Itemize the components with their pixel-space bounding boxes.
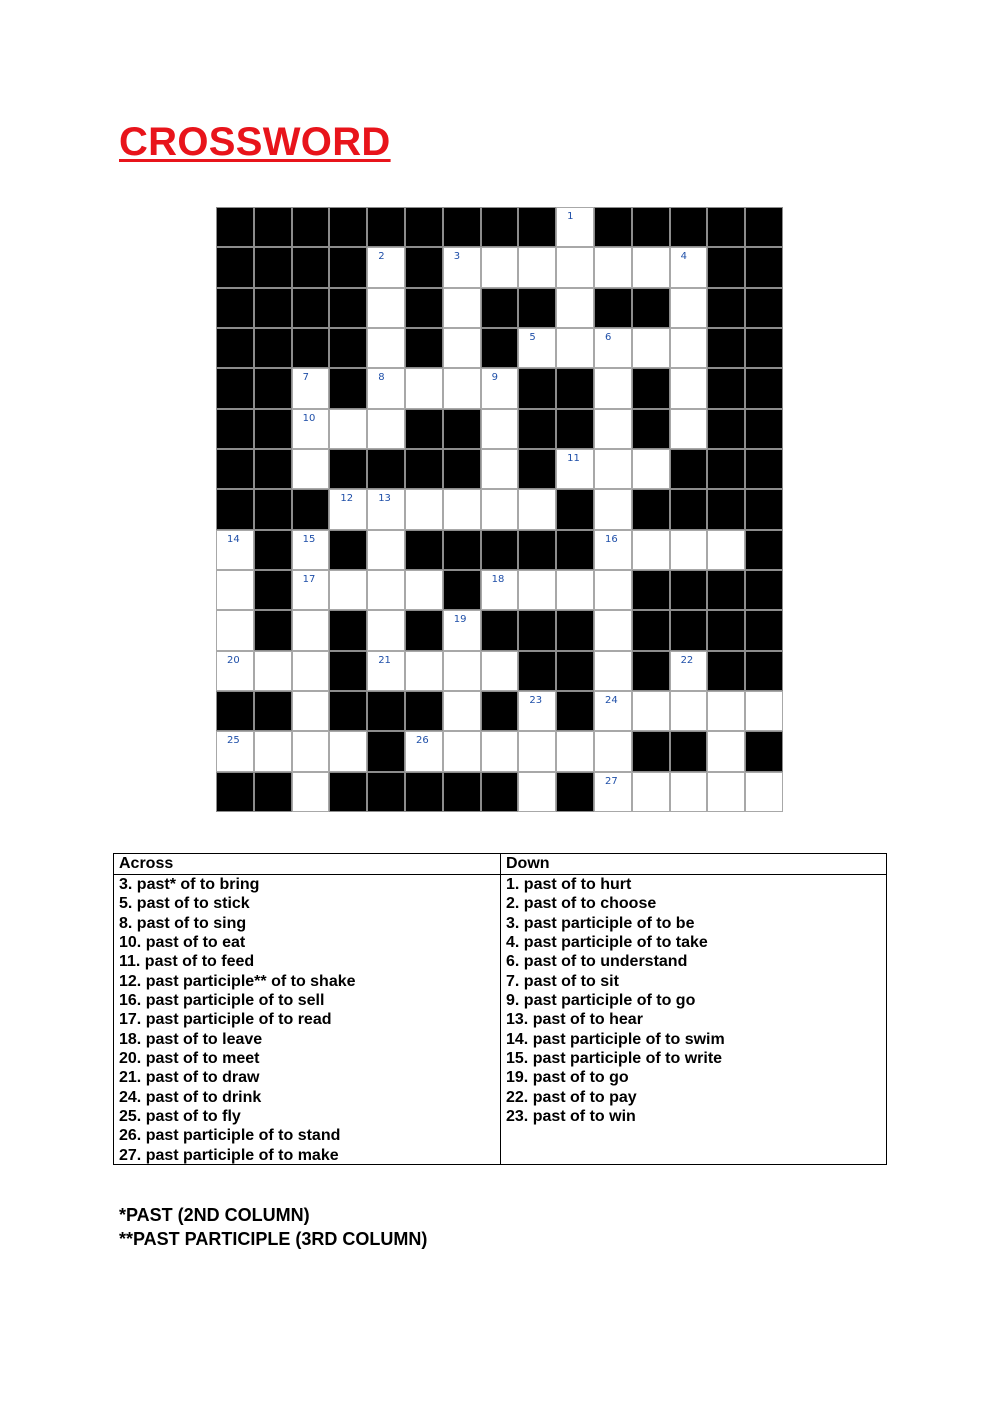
black-cell [556,530,594,570]
answer-cell[interactable] [670,247,708,287]
clues-table [113,853,887,1165]
black-cell [745,288,783,328]
black-cell [518,610,556,650]
black-cell [707,247,745,287]
black-cell [707,368,745,408]
answer-cell[interactable] [707,691,745,731]
clue-number: 27 [604,775,618,787]
black-cell [329,610,367,650]
answer-cell[interactable] [594,651,632,691]
answer-cell[interactable] [405,570,443,610]
answer-cell[interactable] [670,328,708,368]
answer-cell[interactable] [707,731,745,771]
black-cell [367,731,405,771]
black-cell [254,772,292,812]
across-clue: 24. past of to drink [119,1088,262,1106]
black-cell [745,489,783,529]
clue-number: 13 [378,493,391,505]
black-cell [254,328,292,368]
black-cell [632,207,670,247]
answer-cell[interactable] [443,489,481,529]
black-cell [518,288,556,328]
answer-cell[interactable] [745,691,783,731]
black-cell [556,691,594,731]
black-cell [707,288,745,328]
down-clue: 23. past of to win [506,1108,636,1126]
black-cell [405,247,443,287]
answer-cell[interactable] [443,368,481,408]
black-cell [443,570,481,610]
answer-cell[interactable] [556,288,594,328]
answer-cell[interactable] [594,691,632,731]
across-clue-list [114,875,500,1165]
across-clue: 21. past of to draw [119,1069,260,1087]
clue-number: 24 [604,694,618,706]
down-clue: 9. past participle of to go [506,992,696,1010]
answer-cell[interactable] [632,449,670,489]
answer-cell[interactable] [518,328,556,368]
black-cell [405,207,443,247]
black-cell [481,288,519,328]
clue-number: 26 [415,735,429,747]
black-cell [405,530,443,570]
black-cell [745,328,783,368]
black-cell [518,530,556,570]
answer-cell[interactable] [594,328,632,368]
black-cell [518,651,556,691]
black-cell [632,610,670,650]
answer-cell[interactable] [670,691,708,731]
black-cell [367,207,405,247]
clue-number: 5 [529,331,536,343]
down-column [500,854,886,1164]
black-cell [329,368,367,408]
black-cell [670,610,708,650]
down-clue: 4. past participle of to take [506,934,708,952]
black-cell [632,409,670,449]
black-cell [745,570,783,610]
answer-cell[interactable] [518,731,556,771]
answer-cell[interactable] [556,731,594,771]
clue-number: 14 [227,533,240,545]
answer-cell[interactable] [670,530,708,570]
answer-cell[interactable] [216,570,254,610]
answer-cell[interactable] [292,409,330,449]
crossword-grid [216,207,783,812]
answer-cell[interactable] [216,651,254,691]
black-cell [405,409,443,449]
black-cell [329,288,367,328]
answer-cell[interactable] [292,368,330,408]
answer-cell[interactable] [481,570,519,610]
black-cell [292,288,330,328]
answer-cell[interactable] [329,570,367,610]
black-cell [632,570,670,610]
answer-cell[interactable] [292,449,330,489]
answer-cell[interactable] [443,247,481,287]
answer-cell[interactable] [481,368,519,408]
black-cell [329,247,367,287]
black-cell [745,610,783,650]
page-title: CROSSWORD [119,120,391,164]
across-clue: 16. past participle of to sell [119,992,325,1010]
clue-number: 10 [302,412,316,424]
answer-cell[interactable] [481,731,519,771]
black-cell [443,409,481,449]
black-cell [481,328,519,368]
answer-cell[interactable] [367,651,405,691]
clue-number: 12 [340,493,354,505]
answer-cell[interactable] [670,288,708,328]
answer-cell[interactable] [707,772,745,812]
clue-number: 23 [529,694,543,706]
black-cell [707,328,745,368]
down-clue: 1. past of to hurt [506,876,632,893]
black-cell [292,489,330,529]
black-cell [254,449,292,489]
black-cell [367,691,405,731]
black-cell [707,570,745,610]
answer-cell[interactable] [594,570,632,610]
black-cell [329,651,367,691]
black-cell [518,409,556,449]
answer-cell[interactable] [292,570,330,610]
black-cell [367,449,405,489]
black-cell [594,207,632,247]
answer-cell[interactable] [292,610,330,650]
answer-cell[interactable] [254,651,292,691]
clue-number: 18 [491,573,505,585]
down-clue: 15. past participle of to write [506,1050,723,1068]
black-cell [367,772,405,812]
clue-number: 11 [567,452,580,464]
black-cell [329,772,367,812]
black-cell [216,691,254,731]
answer-cell[interactable] [745,772,783,812]
down-clue: 13. past of to hear [506,1011,643,1029]
black-cell [745,530,783,570]
black-cell [707,610,745,650]
answer-cell[interactable] [556,570,594,610]
clue-number: 21 [378,654,391,666]
across-clue: 12. past participle** of to shake [119,972,356,990]
answer-cell[interactable] [443,288,481,328]
clue-number: 15 [302,533,316,545]
answer-cell[interactable] [367,247,405,287]
black-cell [745,247,783,287]
answer-cell[interactable] [292,530,330,570]
black-cell [405,328,443,368]
answer-cell[interactable] [405,489,443,529]
black-cell [443,449,481,489]
black-cell [670,489,708,529]
answer-cell[interactable] [594,610,632,650]
black-cell [216,207,254,247]
black-cell [745,368,783,408]
answer-cell[interactable] [632,328,670,368]
black-cell [481,772,519,812]
answer-cell[interactable] [405,368,443,408]
black-cell [481,530,519,570]
black-cell [745,449,783,489]
black-cell [254,368,292,408]
answer-cell[interactable] [556,247,594,287]
clue-number: 25 [227,735,240,747]
answer-cell[interactable] [594,368,632,408]
answer-cell[interactable] [594,449,632,489]
answer-cell[interactable] [292,691,330,731]
across-clue: 11. past of to feed [119,953,255,971]
black-cell [216,328,254,368]
black-cell [443,207,481,247]
answer-cell[interactable] [443,731,481,771]
black-cell [216,489,254,529]
black-cell [254,530,292,570]
black-cell [329,328,367,368]
answer-cell[interactable] [329,731,367,771]
answer-cell[interactable] [518,489,556,529]
answer-cell[interactable] [632,530,670,570]
answer-cell[interactable] [632,691,670,731]
answer-cell[interactable] [216,731,254,771]
black-cell [254,207,292,247]
clue-number: 16 [604,533,618,545]
across-column [114,854,500,1164]
black-cell [707,489,745,529]
answer-cell[interactable] [556,328,594,368]
black-cell [481,691,519,731]
black-cell [292,247,330,287]
black-cell [556,409,594,449]
clue-number: 22 [680,654,694,666]
down-clue: 22. past of to pay [506,1088,637,1106]
clue-number: 2 [378,251,385,263]
answer-cell[interactable] [481,449,519,489]
black-cell [518,368,556,408]
answer-cell[interactable] [367,409,405,449]
black-cell [254,288,292,328]
black-cell [707,207,745,247]
black-cell [707,409,745,449]
answer-cell[interactable] [518,247,556,287]
across-heading: Across [114,854,500,875]
answer-cell[interactable] [518,772,556,812]
black-cell [707,651,745,691]
past-note: *PAST (2ND COLUMN) [119,1205,310,1225]
answer-cell[interactable] [367,328,405,368]
black-cell [632,368,670,408]
black-cell [254,489,292,529]
black-cell [632,651,670,691]
black-cell [405,691,443,731]
past-participle-note: **PAST PARTICIPLE (3RD COLUMN) [119,1229,428,1249]
across-clue: 17. past participle of to read [119,1011,332,1029]
clue-number: 20 [227,654,240,666]
answer-cell[interactable] [670,368,708,408]
black-cell [518,207,556,247]
clue-number: 1 [567,211,574,222]
black-cell [745,207,783,247]
answer-cell[interactable] [405,731,443,771]
black-cell [745,651,783,691]
across-clue: 18. past of to leave [119,1030,263,1048]
answer-cell[interactable] [594,530,632,570]
answer-cell[interactable] [481,489,519,529]
clue-number: 8 [378,372,385,384]
answer-cell[interactable] [329,489,367,529]
black-cell [292,328,330,368]
answer-cell[interactable] [367,570,405,610]
black-cell [292,207,330,247]
black-cell [405,610,443,650]
clue-number: 9 [491,372,498,384]
answer-cell[interactable] [556,449,594,489]
black-cell [405,772,443,812]
answer-cell[interactable] [670,651,708,691]
black-cell [556,651,594,691]
across-clue: 8. past of to sing [119,914,247,932]
answer-cell[interactable] [632,772,670,812]
black-cell [216,247,254,287]
black-cell [216,288,254,328]
black-cell [556,610,594,650]
black-cell [707,449,745,489]
answer-cell[interactable] [443,691,481,731]
answer-cell[interactable] [594,409,632,449]
answer-cell[interactable] [443,651,481,691]
down-clue-list [501,875,886,1126]
answer-cell[interactable] [594,772,632,812]
black-cell [745,731,783,771]
answer-cell[interactable] [481,651,519,691]
black-cell [405,288,443,328]
black-cell [329,691,367,731]
answer-cell[interactable] [670,409,708,449]
answer-cell[interactable] [367,610,405,650]
answer-cell[interactable] [670,772,708,812]
answer-cell[interactable] [254,731,292,771]
answer-cell[interactable] [216,610,254,650]
answer-cell[interactable] [632,247,670,287]
clue-number: 19 [453,614,467,626]
answer-cell[interactable] [216,530,254,570]
black-cell [254,610,292,650]
down-clue: 2. past of to choose [506,895,657,913]
black-cell [254,409,292,449]
down-clue: 14. past participle of to swim [506,1030,725,1048]
black-cell [632,489,670,529]
black-cell [254,691,292,731]
answer-cell[interactable] [443,610,481,650]
black-cell [518,449,556,489]
down-clue: 3. past participle of to be [506,914,695,932]
answer-cell[interactable] [707,530,745,570]
black-cell [481,610,519,650]
black-cell [216,449,254,489]
black-cell [443,530,481,570]
across-clue: 10. past of to eat [119,934,246,952]
black-cell [670,570,708,610]
down-clue: 19. past of to go [506,1069,629,1087]
answer-cell[interactable] [481,247,519,287]
answer-cell[interactable] [443,328,481,368]
answer-cell[interactable] [329,409,367,449]
across-clue: 5. past of to stick [119,895,250,913]
answer-cell[interactable] [518,570,556,610]
black-cell [329,207,367,247]
black-cell [405,449,443,489]
across-clue: 25. past of to fly [119,1108,241,1126]
clue-number: 4 [680,251,687,263]
black-cell [632,288,670,328]
black-cell [670,731,708,771]
answer-cell[interactable] [518,691,556,731]
black-cell [594,288,632,328]
black-cell [329,530,367,570]
black-cell [556,772,594,812]
black-cell [216,368,254,408]
answer-cell[interactable] [367,288,405,328]
black-cell [745,409,783,449]
down-heading: Down [501,854,886,875]
black-cell [670,449,708,489]
answer-cell[interactable] [367,368,405,408]
black-cell [556,489,594,529]
black-cell [670,207,708,247]
clue-number: 3 [453,251,461,263]
across-clue: 27. past participle of to make [119,1146,339,1164]
answer-cell[interactable] [292,731,330,771]
black-cell [329,449,367,489]
answer-cell[interactable] [594,731,632,771]
answer-cell[interactable] [556,207,594,247]
answer-cell[interactable] [594,489,632,529]
black-cell [481,207,519,247]
black-cell [632,731,670,771]
answer-cell[interactable] [594,247,632,287]
across-clue: 3. past* of to bring [119,876,260,893]
down-clue: 6. past of to understand [506,953,688,971]
clue-number: 17 [302,573,316,585]
across-clue: 20. past of to meet [119,1050,260,1068]
black-cell [254,570,292,610]
answer-cell[interactable] [292,651,330,691]
black-cell [556,368,594,408]
clue-number: 6 [604,331,612,343]
clue-number: 7 [302,372,309,384]
across-clue: 26. past participle of to stand [119,1127,341,1145]
black-cell [254,247,292,287]
down-clue: 7. past of to sit [506,972,619,990]
black-cell [216,772,254,812]
answer-cell[interactable] [405,651,443,691]
answer-cell[interactable] [367,530,405,570]
black-cell [443,772,481,812]
black-cell [216,409,254,449]
answer-cell[interactable] [481,409,519,449]
answer-cell[interactable] [292,772,330,812]
answer-cell[interactable] [367,489,405,529]
